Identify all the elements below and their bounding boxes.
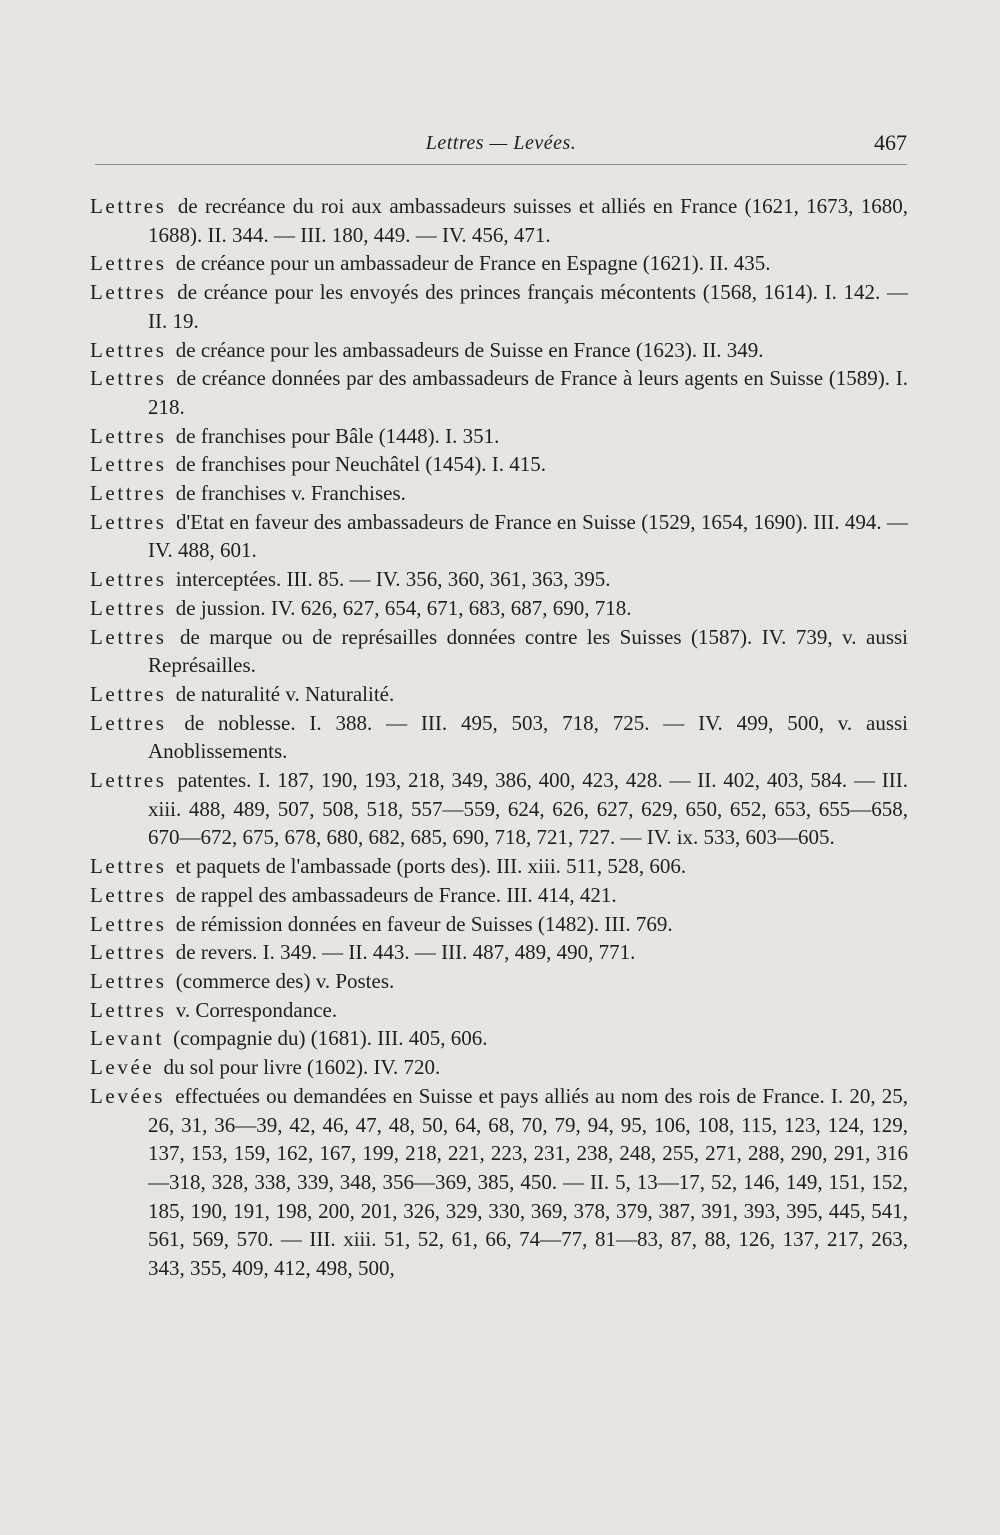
entry-keyword: Lettres: [90, 251, 167, 276]
index-entry: [90, 278, 908, 335]
entry-text: (compagnie du) (1681). III. 405, 606.: [173, 1026, 488, 1051]
entry-text: de franchises pour Neuchâtel (1454). I. 415.: [175, 452, 547, 477]
entry-keyword: Lettres: [90, 337, 167, 362]
index-entry: [90, 594, 908, 623]
index-entry: [90, 1082, 908, 1283]
entry-keyword: Lettres: [90, 509, 167, 534]
index-entry: [90, 450, 908, 479]
entry-text: de recréance du roi aux ambassadeurs suisses et alliés en France (1621, 1673, 1680, 1688). II. 344. — III. 180, 449. — IV. 456, 471.: [148, 194, 909, 247]
entry-text: effectuées ou demandées en Suisse et pays alliés au nom des rois de France. I. 20, 25, 26, 31, 36—39, 42, 46, 47, 48, 50, 64, 68, 70, 79, 94, 95, 106, 108, 115, 123, 124, 129, 137, 153, 159, 162, 167, 199, 218, 221, 223, 231, 238, 248, 255, 271, 288, 290, 291, 316—318, 328, 338, 339, 348, 356—369, 385, 450. — II. 5, 13—17, 52, 146, 149, 151, 152, 185, 190, 191, 198, 200, 201, 326, 329, 330, 369, 378, 379, 387, 391, 393, 395, 445, 541, 561, 569, 570. — III. xiii. 51, 52, 61, 66, 74—77, 81—83, 87, 88, 126, 137, 217, 263, 343, 355, 409, 412, 498, 500,: [148, 1083, 908, 1281]
index-entry: [90, 938, 908, 967]
index-entry: [90, 1053, 908, 1082]
entry-keyword: Lettres: [90, 768, 167, 793]
entry-text: de rémission données en faveur de Suisses (1482). III. 769.: [175, 911, 673, 936]
entry-text: v. Correspondance.: [175, 997, 338, 1022]
entry-text: de rappel des ambassadeurs de France. III. 414, 421.: [175, 882, 617, 907]
index-entry: [90, 709, 908, 766]
index-entry: [90, 852, 908, 881]
entry-keyword: Lettres: [90, 595, 167, 620]
entry-keyword: Lettres: [90, 997, 167, 1022]
entry-keyword: Levée: [90, 1055, 155, 1080]
index-entry: [90, 508, 908, 565]
entry-text: de noblesse. I. 388. — III. 495, 503, 718, 725. — IV. 499, 500, v. aussi Anoblissements.: [148, 710, 909, 764]
index-entry: [90, 881, 908, 910]
entry-keyword: Lettres: [90, 710, 167, 735]
index-entry: [90, 680, 908, 709]
index-entry: [90, 766, 908, 852]
entry-text: du sol pour livre (1602). IV. 720.: [163, 1055, 441, 1080]
entry-keyword: Lettres: [90, 854, 167, 879]
entry-keyword: Lettres: [90, 940, 167, 965]
entry-keyword: Lettres: [90, 968, 167, 993]
index-entry: [90, 336, 908, 365]
entry-text: interceptées. III. 85. — IV. 356, 360, 361, 363, 395.: [175, 567, 611, 592]
entry-text: de créance données par des ambassadeurs de France à leurs agents en Suisse (1589). I. 218.: [148, 366, 908, 419]
entry-text: d'Etat en faveur des ambassadeurs de France en Suisse (1529, 1654, 1690). III. 494. — IV. 488, 601.: [148, 509, 909, 563]
entry-text: de jussion. IV. 626, 627, 654, 671, 683, 687, 690, 718.: [175, 595, 632, 620]
entry-keyword: Lettres: [90, 423, 167, 448]
index-entry: [90, 967, 908, 996]
entry-keyword: Lettres: [90, 194, 167, 218]
entry-text: de naturalité v. Naturalité.: [175, 681, 395, 706]
entry-text: de créance pour les envoyés des princes français mécontents (1568, 1614). I. 142. — II. 19.: [148, 280, 909, 333]
index-entry: [90, 565, 908, 594]
index-entry: [90, 910, 908, 939]
entry-keyword: Lettres: [90, 280, 167, 305]
index-entry: [90, 249, 908, 278]
header-title: Lettres — Levées.: [425, 132, 577, 154]
index-entry: [90, 1024, 908, 1053]
entry-keyword: Lettres: [90, 567, 167, 592]
entry-keyword: Lettres: [90, 481, 167, 506]
entry-text: de créance pour les ambassadeurs de Suisse en France (1623). II. 349.: [175, 337, 764, 362]
index-entry: [90, 422, 908, 451]
entry-text: de créance pour un ambassadeur de France en Espagne (1621). II. 435.: [175, 251, 771, 276]
index-entry: [90, 996, 908, 1025]
entry-keyword: Lettres: [90, 681, 167, 706]
entry-text: patentes. I. 187, 190, 193, 218, 349, 386, 400, 423, 428. — II. 402, 403, 584. — III. xiii. 488, 489, 507, 508, 518, 557—559, 624, 626, 627, 629, 650, 652, 653, 655—658, 670—672, 675, 678, 680, 682, 685, 690, 718, 721, 727. — IV. ix. 533, 603—605.: [148, 768, 909, 850]
running-header: [95, 128, 907, 165]
entry-text: (commerce des) v. Postes.: [175, 968, 395, 993]
index-entries: [90, 192, 908, 1283]
entry-keyword: Lettres: [90, 452, 167, 477]
entry-text: de marque ou de représailles données contre les Suisses (1587). IV. 739, v. aussi Représailles.: [148, 624, 909, 678]
entry-keyword: Lettres: [90, 366, 167, 391]
index-entry: [90, 364, 908, 421]
page-number: 467: [874, 130, 907, 155]
index-entry: [90, 479, 908, 508]
entry-keyword: Levant: [90, 1026, 164, 1051]
entry-text: de franchises pour Bâle (1448). I. 351.: [175, 423, 500, 448]
entry-text: de franchises v. Franchises.: [175, 481, 406, 506]
entry-text: de revers. I. 349. — II. 443. — III. 487, 489, 490, 771.: [175, 940, 636, 965]
entry-keyword: Levées: [90, 1083, 166, 1108]
entry-keyword: Lettres: [90, 882, 167, 907]
entry-text: et paquets de l'ambassade (ports des). III. xiii. 511, 528, 606.: [175, 854, 687, 879]
index-entry: [90, 623, 908, 680]
entry-keyword: Lettres: [90, 911, 167, 936]
entry-keyword: Lettres: [90, 624, 167, 649]
index-entry: [90, 192, 908, 249]
